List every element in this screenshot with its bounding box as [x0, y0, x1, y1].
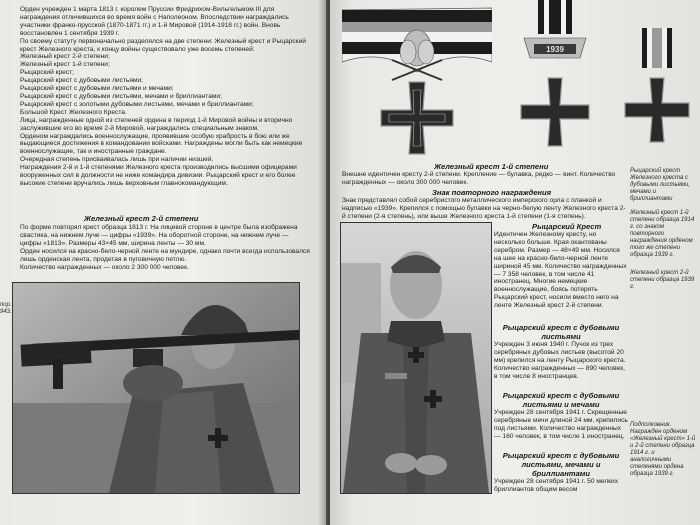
side-caption-knights-cross: Рыцарский крест Железного креста с дубовыми листьями, мечами и бриллиантами	[630, 168, 690, 202]
diamonds-title: Рыцарский крест с дубовыми листьями, мечами и бриллиантами	[502, 451, 620, 478]
swords-title: Рыцарский крест с дубовыми листьями и мечами	[502, 391, 620, 409]
body-paragraph: Очередная степень присваивалась лишь при наличии низшей.	[20, 156, 214, 164]
degree-item: Рыцарский крест с золотыми дубовыми листьями, мечами и бриллиантами;	[20, 100, 254, 108]
section-paragraph: Орден носился на красно-бело-черной ленте на мундире, однако почти всегда использовался лишь орденская лента, продетая в пуговичную петлю.	[20, 247, 310, 263]
officer-photo	[340, 222, 492, 494]
right-page	[330, 0, 700, 525]
margin-caption: пор. 943.	[0, 302, 12, 315]
knights-cross-text: Идентичен Железному кресту, но несколько больше. Края окантованы серебром. Размер — 48×49 мм. Носился на шее на красно-бело-черной ленте шириной 45 мм. Количество награжденных — 7 358 человек, в том числе 41 иностранец. Многие немецкие военнослужащие, боясь потерять Рыцарский крест, носили вместо него на ленте Железный крест 2-й степени.	[494, 231, 627, 310]
swords-text: Учрежден 28 сентября 1941 г. Скрещенные серебряные мечи длиной 24 мм, крепились под листьями. Количество награжденных — 160 человек, в том числе 1 иностранец.	[494, 409, 628, 440]
oak-leaves-title: Рыцарский крест с дубовыми листьями	[502, 323, 620, 341]
side-caption-iron-cross-2: Железный крест 2-й степени образца 1939 г.	[630, 270, 695, 290]
degree-item: Рыцарский крест с дубовыми листьями и мечами;	[20, 85, 174, 93]
diamonds-text: Учрежден 28 сентября 1941 г. 50 мелких бриллиантов общим весом	[494, 478, 619, 493]
body-paragraph: Лица, награжденные одной из степеней ордена в период 1-й Мировой войны и вторично заслужившие его во время 2-й Мировой, награждались специальным знаком.	[20, 116, 293, 132]
officer-photo-image	[341, 223, 491, 493]
degree-item: Большой Крест Железного Креста.	[20, 108, 127, 116]
degree-item: Рыцарский крест с дубовыми листьями, мечами и бриллиантами;	[20, 92, 222, 100]
section-text	[20, 224, 310, 271]
repeat-award-text: Знак представлял собой серебристого металлического имперского орла с планкой и надписью «1939». Крепился с помощью булавки на черно-белую ленту Железного креста 2-й степени (2-я степень), или выше Железного креста 1-й степени (1-я степень).	[342, 197, 626, 220]
degree-item: Железный крест 1-й степени;	[20, 61, 110, 69]
knights-cross-medal	[342, 0, 492, 158]
section-title: Железный крест 2-й степени	[84, 214, 199, 223]
intro-paragraph: По своему статуту первоначально разделялся на две степени: Железный крест и Рыцарский крест Железного креста, к концу войны существовало уже восемь степеней:	[20, 37, 306, 53]
clasp-year-label: 1939	[546, 45, 564, 54]
soldier-photo	[12, 282, 300, 494]
iron-cross-1-title: Железный крест 1-й степени	[434, 162, 549, 171]
degree-item: Рыцарский крест;	[20, 69, 74, 77]
section-paragraph: Количество награжденных — около 2 300 000 человек.	[20, 263, 189, 271]
bottom-caption-officer: Подполковник. Награжден орденом «Железный крест» 1-й и 2-й степени образца 1914 г. и аналогичными степенями ордена образца 1939 г.	[630, 422, 696, 477]
degree-item: Рыцарский крест с дубовыми листьями;	[20, 77, 143, 85]
degree-item: Железный крест 2-й степени;	[20, 53, 110, 61]
body-paragraph: Награждения 2-й и 1-й степенями Железного креста производились высшими офицерами вооруженных сил в должности не ниже командира дивизии. Рыцарский крест и его более высокие степени вручались лишь верховным главнокомандующим.	[20, 164, 297, 187]
side-caption-repeat-clasp: Железный крест 1-й степени образца 1914 г. со знаком повторного награждения орденом того же степени образца 1939 г.	[630, 210, 695, 258]
knights-cross-title: Рыцарский Крест	[532, 222, 602, 231]
section-paragraph: По форме повторял крест образца 1813 г. На лицевой стороне в центре была изображена свастика, на нижнем луче — цифры «1939». На оборотной стороне, на нижнем луче — цифры «1813». Размеры 43×45 мм, ширина ленты — 30 мм.	[20, 224, 298, 247]
body-paragraph: Орденом награждались военнослужащие, проявившие особую храбрость в бою или же выдающиеся достижения в командовании войсками. Награждены могли быть как немецкие военнослужащие, так и иностранные граждане.	[20, 132, 303, 156]
left-page	[0, 0, 326, 525]
repeat-award-title: Знак повторного награждения	[432, 188, 552, 197]
intro-paragraph: Орден учрежден 1 марта 1813 г. королем Пруссии Фридрихом-Вильгельмом III для награждения отличившихся во время войн с Наполеоном. Впоследствии награждались участники франко-прусской (1870-1871 гг.) и 1-й Мировой (1914-1918 гг.) войн. Вновь восстановлен 1 сентября 1939 г.	[20, 6, 289, 37]
intro-text	[20, 6, 310, 188]
oak-leaves-text: Учрежден 3 июня 1940 г. Пучок из трех серебряных дубовых листьев (высотой 20 мм) крепился на ленту Рыцарского креста. Количество награжденных — 890 человек, в том числе 8 иностранцев.	[494, 341, 626, 380]
iron-cross-repeat-clasp-medal	[516, 0, 594, 158]
iron-cross-1-text: Внешне идентичен кресту 2-й степени. Крепление — булавка, редко — винт. Количество награжденных — около 300 000 человек.	[342, 171, 616, 186]
soldier-photo-image	[13, 283, 299, 493]
iron-cross-2nd-class-medal	[618, 28, 694, 158]
